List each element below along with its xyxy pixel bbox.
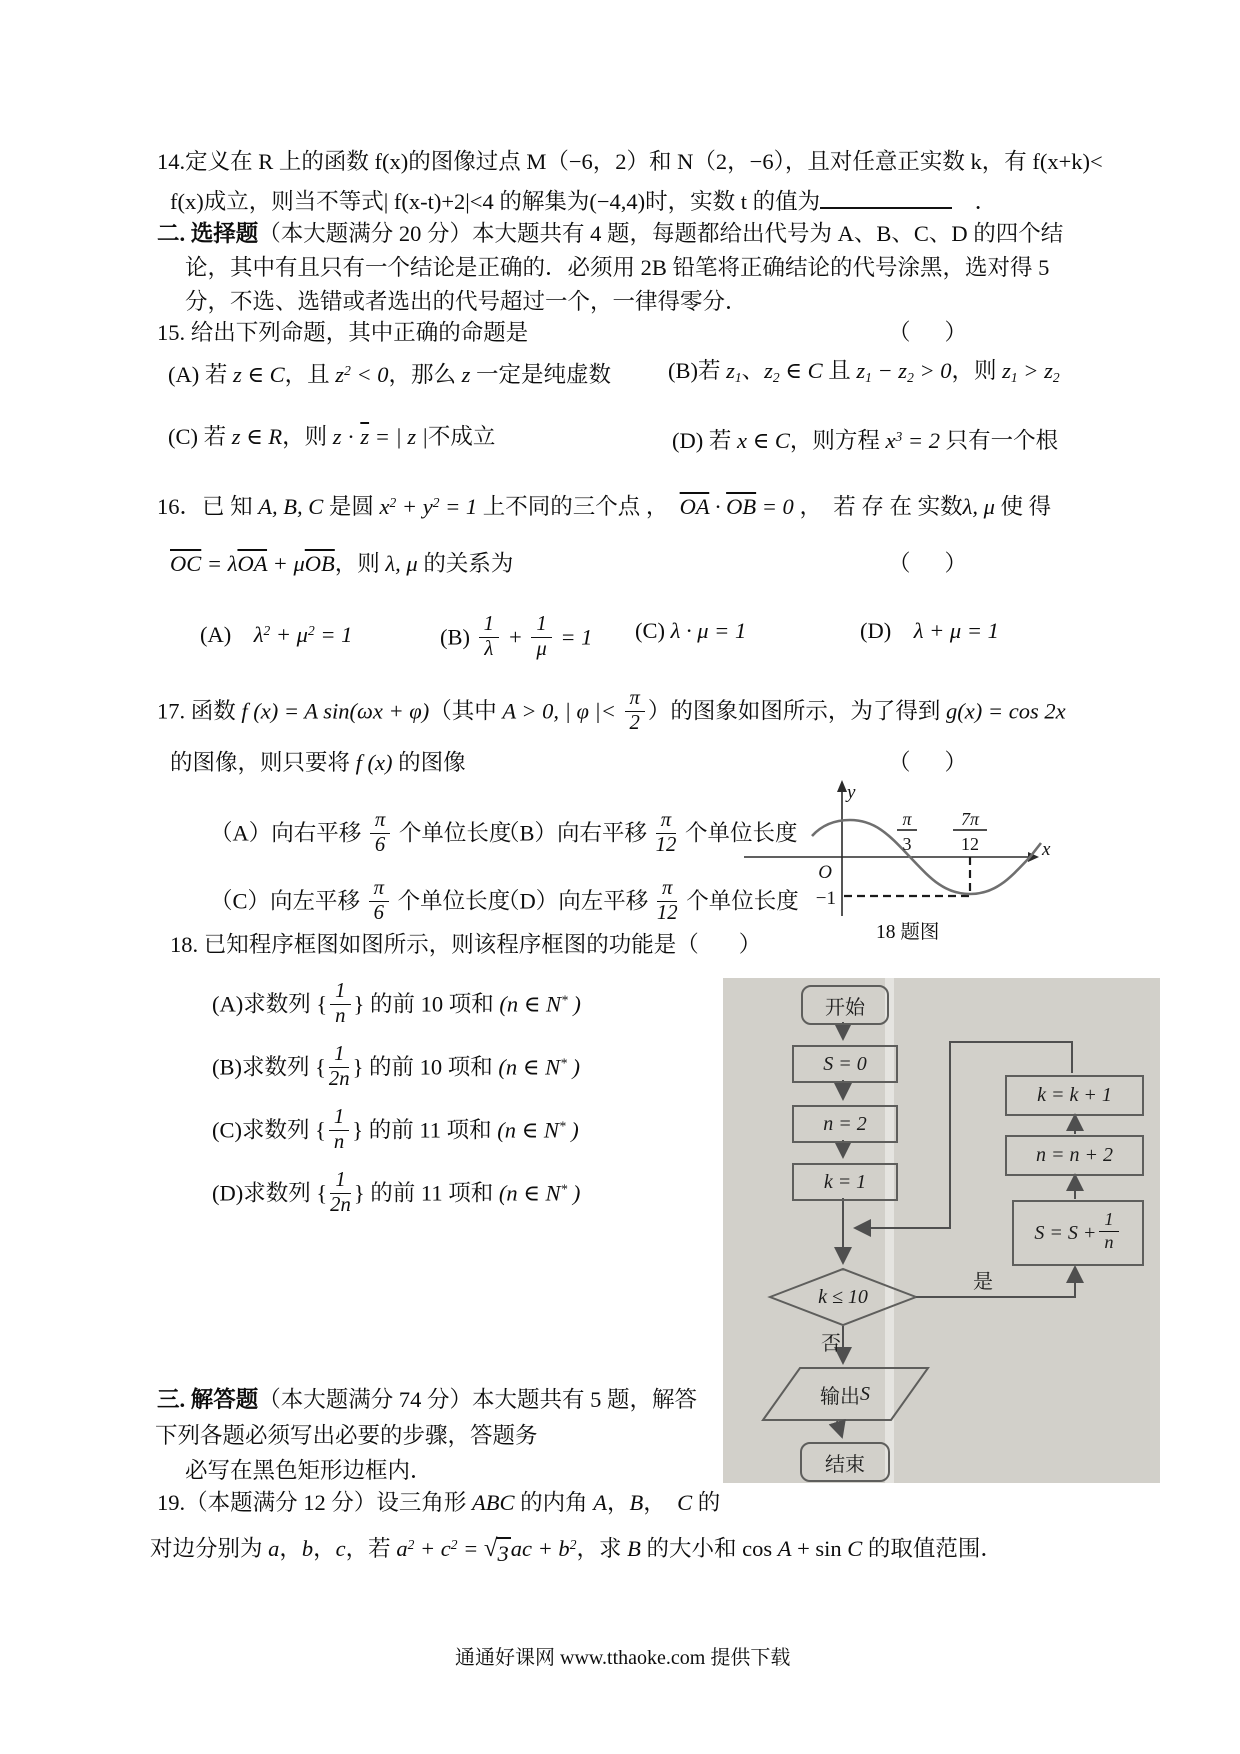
sine-graph-figure bbox=[736, 778, 1058, 926]
text-line: (B)若 $z_1$、$z_2$ ∈ C 且 $z_1 - z_2 > 0$，则 $z_1 > z_2$ bbox=[668, 358, 1060, 385]
text-line: 分，不选、选错或者选出的代号超过一个，一律得零分． bbox=[185, 289, 748, 314]
text-line: 下列各题必须写出必要的步骤，答题务 bbox=[155, 1423, 538, 1448]
text-line: (B) $\frac{1}{\lambda}$ + $\frac{1}{\mu}$ = 1 bbox=[440, 613, 593, 660]
text-line: 14.定义在 R 上的函数 f(x)的图像过点 M（−6，2）和 N（2，−6），且对任意正实数 k，有 f(x+k)< bbox=[157, 149, 1103, 174]
tick-pi3-num: π bbox=[902, 809, 912, 829]
text-line: （C）向左平移 $\frac{\pi}{6}$ 个单位长度 bbox=[210, 877, 511, 924]
text-line: (C)求数列 { $\frac{1}{n}$ } 的前 11 项和 (n ∈ N* ) bbox=[212, 1106, 579, 1153]
tick-7pi12-num: 7π bbox=[960, 809, 980, 829]
text-line: （ ） bbox=[888, 750, 968, 775]
text-line: 15. 给出下列命题，其中正确的命题是 bbox=[157, 320, 529, 345]
text-line: （D）向左平移 $\frac{\pi}{12}$ 个单位长度 bbox=[497, 877, 799, 924]
flow-node-start: 开始 bbox=[801, 985, 889, 1025]
text-line: 的图像，则只要将 f (x) 的图像 bbox=[170, 750, 466, 775]
flow-label-no: 否 bbox=[821, 1332, 841, 1355]
text-line: 三. 解答题（本大题满分 74 分）本大题共有 5 题，解答 bbox=[157, 1387, 698, 1412]
text-line: (A) 若 z ∈ C，且 $z^2 < 0$，那么 z 一定是纯虚数 bbox=[168, 362, 612, 387]
text-line: 16．已 知 A, B, C 是圆 $x^2 + y^2 = 1$ 上不同的三个点 ， $\overline{OA} \cdot \overline{OB} = 0$ ， 若 存 在 实数λ, μ 使 得 bbox=[157, 494, 1052, 519]
flow-node-end: 结束 bbox=[800, 1442, 890, 1482]
text-line: 18. 已知程序框图如图所示，则该程序框图的功能是（ ） bbox=[170, 932, 762, 957]
text-line: (C) 若 z ∈ R，则 $z \cdot \overline{z}$ = | z |不成立 bbox=[168, 424, 496, 449]
text-line: 论，其中有且只有一个结论是正确的．必须用 2B 铅笔将正确结论的代号涂黑，选对得 5 bbox=[185, 255, 1050, 280]
flow-node-accumulate: S = S + $\frac{1}{n}$ bbox=[1012, 1200, 1144, 1266]
origin-label: O bbox=[818, 862, 832, 883]
y-axis-arrow-icon bbox=[837, 780, 847, 792]
text-line: f(x)成立，则当不等式| f(x-t)+2|<4 的解集为(−4,4)时，实数 t 的值为 ． bbox=[170, 185, 997, 217]
figure-caption: 18 题图 bbox=[876, 922, 940, 943]
flow-node-condition: k ≤ 10 bbox=[818, 1285, 868, 1308]
flow-node-init-k: k = 1 bbox=[792, 1163, 898, 1201]
text-line: (B)求数列 { $\frac{1}{2n}$ } 的前 10 项和 (n ∈ N* ) bbox=[212, 1043, 580, 1090]
flow-node-inc-k: k = k + 1 bbox=[1005, 1075, 1144, 1116]
text-line: （B）向右平移 $\frac{\pi}{12}$ 个单位长度 bbox=[497, 809, 798, 856]
flow-node-inc-n: n = n + 2 bbox=[1005, 1135, 1144, 1176]
text-line: （ ） bbox=[888, 551, 968, 576]
text-line: 对边分别为 a，b，c，若 $a^2 + c^2$ = √ 3 ac + $b^2$，求 B 的大小和 cos A + sin C 的取值范围． bbox=[150, 1530, 1003, 1569]
x-axis-label: x bbox=[1042, 839, 1051, 860]
text-line: (D) 若 x ∈ C，则方程 $x^3 = 2$ 只有一个根 bbox=[672, 428, 1059, 453]
y-axis-label: y bbox=[847, 782, 856, 803]
text-line: (D)求数列 { $\frac{1}{2n}$ } 的前 11 项和 (n ∈ N* ) bbox=[212, 1169, 581, 1216]
text-line: (A) $\lambda^2 + \mu^2 = 1$ bbox=[200, 622, 353, 647]
tick-pi3-den: 3 bbox=[902, 834, 912, 854]
text-line: （ ） bbox=[888, 320, 968, 345]
tick-7pi12-den: 12 bbox=[961, 834, 979, 854]
flow-label-yes: 是 bbox=[973, 1270, 993, 1293]
flow-node-init-s: S = 0 bbox=[792, 1045, 898, 1083]
text-line: （A）向右平移 $\frac{\pi}{6}$ 个单位长度 bbox=[210, 809, 512, 856]
flowchart-figure bbox=[723, 978, 1160, 1483]
text-line: 必写在黑色矩形边框内． bbox=[185, 1458, 433, 1483]
text-line: (D) λ + μ = 1 bbox=[860, 618, 999, 643]
text-line: $\overline{OC} = \lambda\overline{OA} + \mu\overline{OB}$，则 λ, μ 的关系为 bbox=[170, 551, 514, 576]
text-line: 通通好课网 www.tthaoke.com 提供下载 bbox=[455, 1647, 791, 1669]
neg1-label: −1 bbox=[815, 888, 836, 909]
text-line: (C) λ · μ = 1 bbox=[635, 618, 747, 643]
flow-node-output: 输出 S bbox=[820, 1382, 870, 1408]
text-line: 19.（本题满分 12 分）设三角形 ABC 的内角 A，B， C 的 bbox=[157, 1490, 721, 1515]
flow-node-init-n: n = 2 bbox=[792, 1105, 898, 1143]
text-line: (A)求数列 { $\frac{1}{n}$ } 的前 10 项和 (n ∈ N* ) bbox=[212, 980, 581, 1027]
text-line: 17. 函数 f (x) = A sin(ωx + φ)（其中 A > 0, | φ |< $\frac{\pi}{2}$ ）的图象如图所示，为了得到 g(x) = cos 2x bbox=[157, 687, 1066, 734]
text-line: 二. 选择题（本大题满分 20 分）本大题共有 4 题，每题都给出代号为 A、B、C、D 的四个结 bbox=[157, 221, 1064, 246]
